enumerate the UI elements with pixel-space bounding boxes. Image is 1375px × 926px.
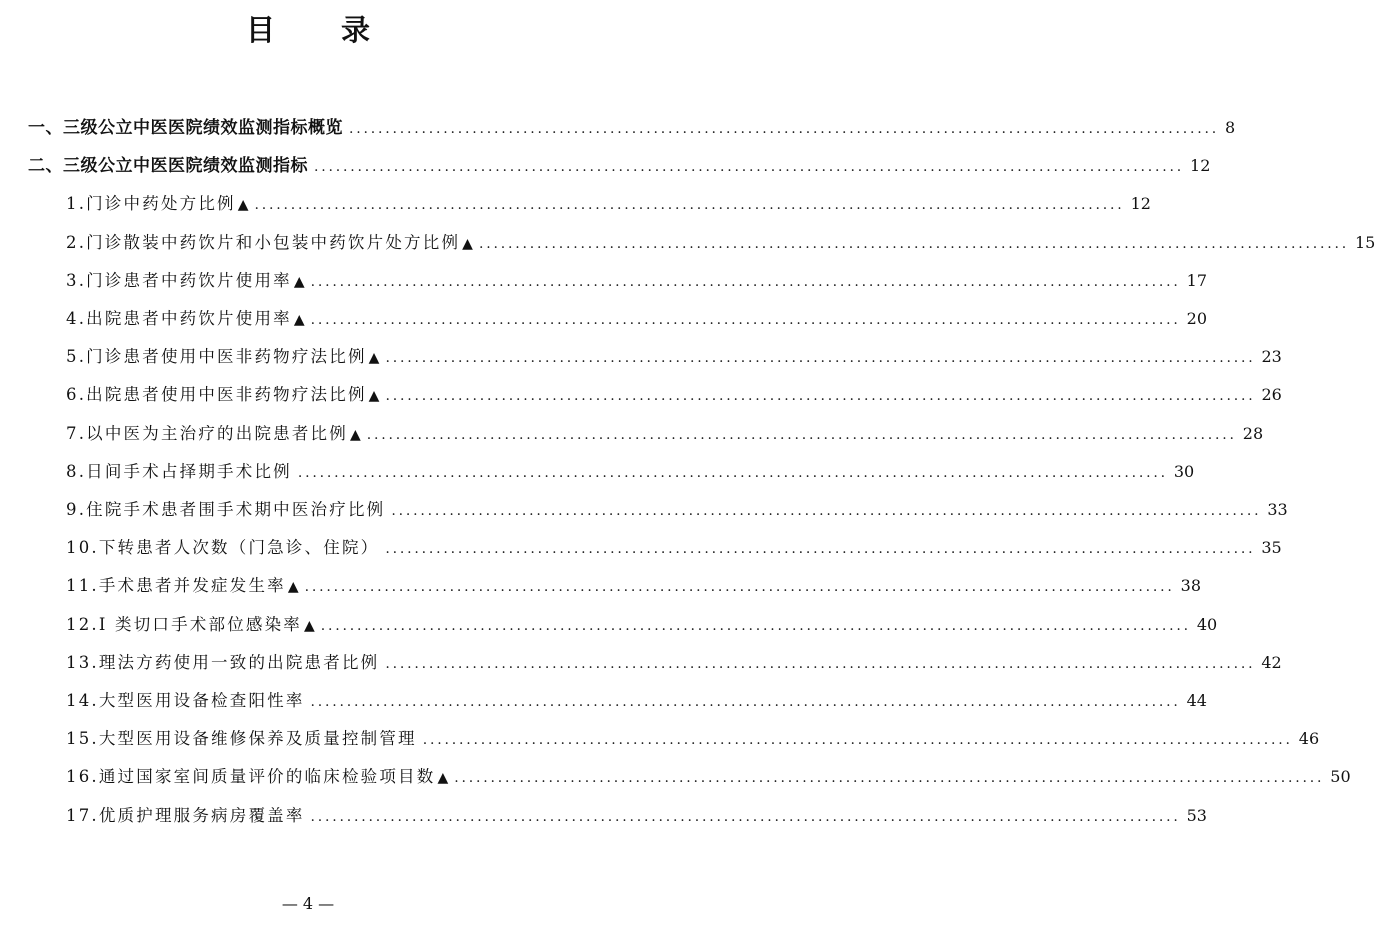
toc-entry-page: 30 bbox=[1173, 461, 1195, 481]
toc-entry[interactable] bbox=[66, 228, 1375, 258]
toc-entry[interactable] bbox=[66, 648, 1282, 678]
page-title: 目 录 bbox=[245, 13, 399, 47]
toc-entry-page: 12 bbox=[1130, 194, 1151, 214]
triangle-marker-icon: ▲ bbox=[462, 235, 473, 252]
dot-leader: ........................................................................................................................ bbox=[422, 732, 1293, 749]
triangle-marker-icon: ▲ bbox=[437, 770, 449, 787]
toc-entry[interactable] bbox=[66, 304, 1208, 334]
dot-leader: ........................................................................................................................ bbox=[314, 159, 1185, 176]
toc-entry-label: 12.I 类切口手术部位感染率 bbox=[66, 614, 303, 634]
dot-leader: ........................................................................................................................ bbox=[385, 541, 1256, 558]
toc-entry-page: 42 bbox=[1261, 652, 1282, 672]
toc-entry-page: 26 bbox=[1261, 385, 1282, 405]
toc-entry-label: 2.门诊散装中药饮片和小包装中药饮片处方比例 bbox=[66, 232, 461, 252]
toc-entry-page: 46 bbox=[1298, 729, 1320, 749]
dot-leader: ........................................................................................................................ bbox=[310, 273, 1181, 290]
dot-leader: ........................................................................................................................ bbox=[385, 655, 1256, 672]
toc-entry-page: 15 bbox=[1354, 232, 1375, 252]
triangle-marker-icon: ▲ bbox=[293, 273, 305, 290]
triangle-marker-icon: ▲ bbox=[368, 350, 380, 367]
toc-entry-label: 3.门诊患者中药饮片使用率 bbox=[66, 270, 292, 290]
dot-leader: ........................................................................................................................ bbox=[297, 464, 1168, 481]
dot-leader: ........................................................................................................................ bbox=[254, 197, 1125, 214]
toc-entry-label: 8.日间手术占择期手术比例 bbox=[66, 461, 292, 481]
dot-leader: ........................................................................................................................ bbox=[391, 503, 1262, 519]
toc-entry-label: 16.通过国家室间质量评价的临床检验项目数 bbox=[66, 767, 436, 787]
toc-entry-label: 4.出院患者中药饮片使用率 bbox=[66, 309, 292, 328]
toc-entry[interactable] bbox=[66, 495, 1288, 525]
toc-entry-label: 13.理法方药使用一致的出院患者比例 bbox=[66, 652, 380, 672]
toc-entry-label: 一、三级公立中医医院绩效监测指标概览 bbox=[28, 118, 343, 138]
toc-entry-label: 7.以中医为主治疗的出院患者比例 bbox=[66, 423, 348, 443]
toc-entry[interactable] bbox=[66, 266, 1208, 296]
toc-entry[interactable] bbox=[28, 113, 1236, 143]
toc-entry-page: 12 bbox=[1190, 156, 1211, 176]
toc-entry-page: 20 bbox=[1186, 309, 1208, 328]
toc-entry-page: 38 bbox=[1180, 576, 1202, 596]
toc-entry[interactable] bbox=[66, 457, 1195, 487]
toc-entry-page: 53 bbox=[1186, 805, 1207, 825]
triangle-marker-icon: ▲ bbox=[368, 388, 380, 405]
toc-entry-page: 44 bbox=[1186, 691, 1207, 710]
toc-entry[interactable] bbox=[66, 686, 1207, 716]
triangle-marker-icon: ▲ bbox=[287, 579, 299, 596]
toc-entry[interactable] bbox=[66, 724, 1320, 754]
dot-leader: ........................................................................................................................ bbox=[349, 121, 1220, 137]
toc-entry[interactable] bbox=[66, 762, 1351, 792]
dot-leader: ........................................................................................................................ bbox=[310, 312, 1181, 328]
toc-entry-label: 14.大型医用设备检查阳性率 bbox=[66, 691, 305, 710]
dot-leader: ........................................................................................................................ bbox=[478, 235, 1349, 252]
toc-entry[interactable] bbox=[66, 610, 1218, 640]
toc-entry-label: 9.住院手术患者围手术期中医治疗比例 bbox=[66, 500, 386, 519]
page-number: — 4 — bbox=[281, 894, 335, 913]
toc-entry-label: 1.门诊中药处方比例 bbox=[66, 194, 236, 214]
toc-entry[interactable] bbox=[28, 151, 1211, 181]
toc-entry-page: 28 bbox=[1242, 423, 1264, 443]
toc-entry[interactable] bbox=[66, 571, 1202, 601]
toc-entry-page: 35 bbox=[1261, 538, 1282, 558]
dot-leader: ........................................................................................................................ bbox=[385, 388, 1256, 405]
toc-entry[interactable] bbox=[66, 342, 1282, 372]
dot-leader: ........................................................................................................................ bbox=[385, 350, 1256, 367]
toc-entry-label: 二、三级公立中医医院绩效监测指标 bbox=[28, 156, 308, 177]
toc-entry-label: 11.手术患者并发症发生率 bbox=[66, 576, 286, 596]
toc-entry[interactable] bbox=[66, 380, 1282, 410]
dot-leader: ........................................................................................................................ bbox=[310, 694, 1181, 710]
toc-entry[interactable] bbox=[66, 801, 1207, 831]
dot-leader: ........................................................................................................................ bbox=[454, 770, 1325, 787]
dot-leader: ........................................................................................................................ bbox=[304, 579, 1175, 596]
toc-entry-page: 23 bbox=[1261, 347, 1282, 367]
dot-leader: ........................................................................................................................ bbox=[310, 808, 1181, 825]
toc-entry-label: 6.出院患者使用中医非药物疗法比例 bbox=[66, 385, 367, 405]
toc-entry-label: 17.优质护理服务病房覆盖率 bbox=[66, 805, 305, 825]
triangle-marker-icon: ▲ bbox=[304, 617, 315, 634]
toc-entry-page: 8 bbox=[1225, 118, 1236, 137]
toc-entry[interactable] bbox=[66, 189, 1151, 219]
toc-entry-label: 5.门诊患者使用中医非药物疗法比例 bbox=[66, 347, 367, 367]
toc-entry[interactable] bbox=[66, 419, 1264, 449]
toc-entry[interactable] bbox=[66, 533, 1282, 563]
toc-entry-label: 15.大型医用设备维修保养及质量控制管理 bbox=[66, 729, 417, 749]
toc-entry-page: 50 bbox=[1330, 767, 1351, 787]
toc-entry-page: 40 bbox=[1196, 614, 1218, 634]
triangle-marker-icon: ▲ bbox=[293, 312, 305, 328]
triangle-marker-icon: ▲ bbox=[349, 426, 361, 443]
dot-leader: ........................................................................................................................ bbox=[320, 617, 1191, 634]
dot-leader: ........................................................................................................................ bbox=[366, 426, 1237, 443]
toc-entry-label: 10.下转患者人次数（门急诊、住院） bbox=[66, 538, 380, 558]
triangle-marker-icon: ▲ bbox=[237, 197, 249, 214]
toc-entry-page: 17 bbox=[1186, 270, 1208, 290]
toc-entry-page: 33 bbox=[1267, 500, 1288, 519]
